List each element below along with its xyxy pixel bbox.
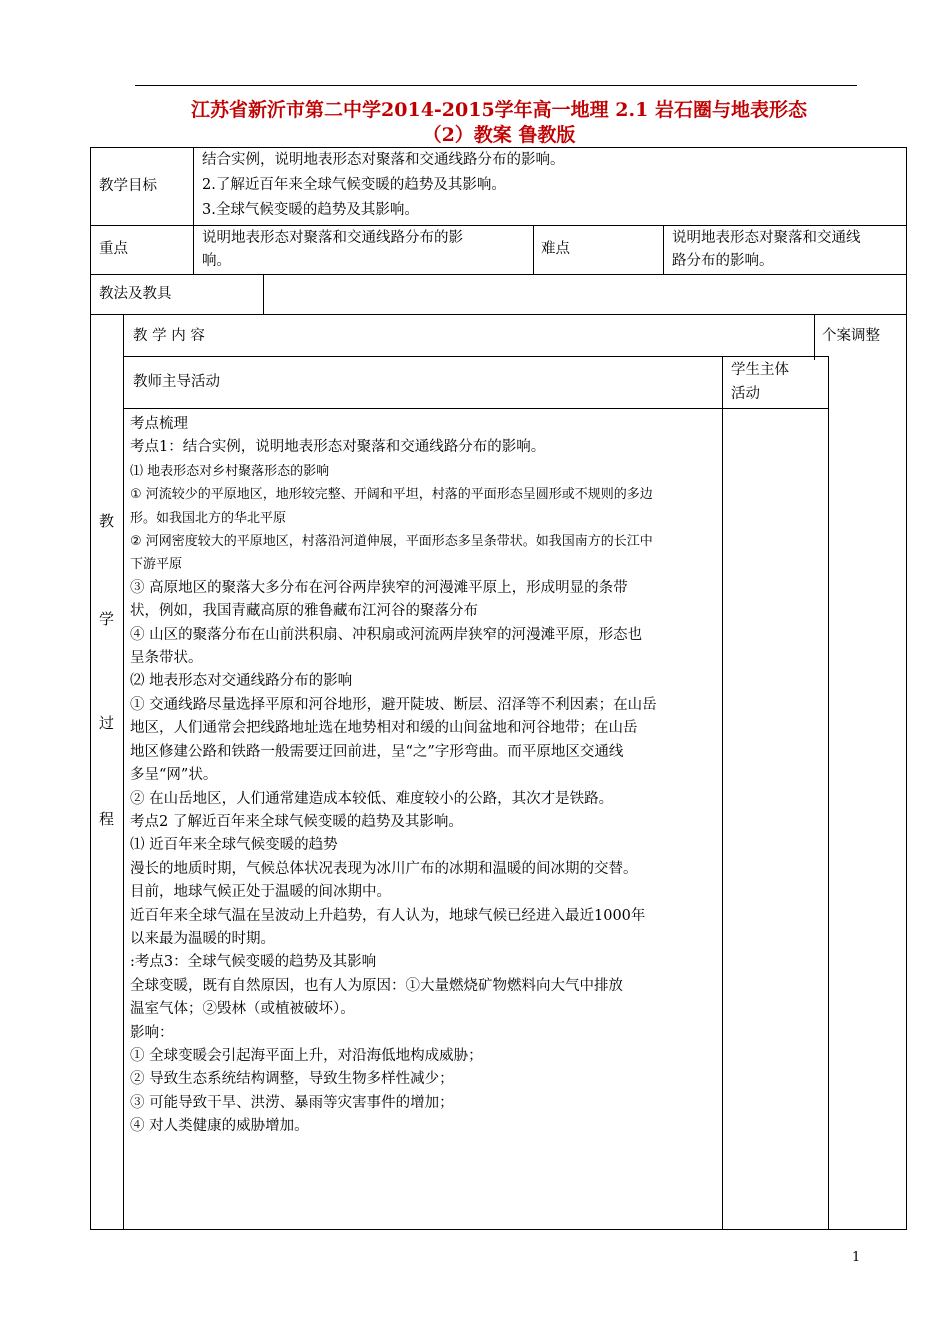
process-side-label: 程: [99, 810, 115, 828]
content-line: ⑵ 地表形态对交通线路分布的影响: [130, 673, 353, 690]
col-divider: [193, 225, 194, 274]
content-line: 温室气体；②毁林（或植被破坏）。: [130, 1001, 355, 1018]
col-divider: [828, 356, 829, 1230]
content-line: :考点3：全球气候变暖的趋势及其影响: [130, 954, 377, 971]
row-divider: [123, 356, 828, 357]
col-divider: [663, 225, 664, 274]
objectives-label: 教学目标: [99, 178, 157, 194]
content-line: ① 全球变暖会引起海平面上升，对沿海低地构成威胁；: [130, 1047, 483, 1064]
content-line: ② 在山岳地区，人们通常建造成本较低、难度较小的公路，其次才是铁路。: [130, 790, 614, 807]
content-line: ⑴ 近百年来全球气候变暖的趋势: [130, 837, 338, 854]
content-header: 教 学 内 容: [133, 328, 205, 344]
content-line: 下游平原: [130, 557, 183, 573]
content-line: 状，例如，我国青藏高原的雅鲁藏布江河谷的聚落分布: [130, 603, 478, 620]
col-divider: [533, 225, 534, 274]
col-divider: [193, 147, 194, 225]
key-point-text: 说明地表形态对聚落和交通线路分布的影: [202, 230, 463, 246]
table-border-bottom: [90, 1229, 907, 1230]
content-line: 漫长的地质时期，气候总体状况表现为冰川广布的冰期和温暖的间冰期的交替。: [130, 860, 638, 877]
difficulty-text: 说明地表形态对聚落和交通线: [672, 230, 861, 246]
col-divider: [263, 274, 264, 314]
table-border-right: [906, 147, 907, 1230]
row-divider: [90, 225, 907, 226]
content-line: 多呈“网”状。: [130, 767, 218, 784]
content-line: ④ 山区的聚落分布在山前洪积扇、冲积扇或河流两岸狭窄的河漫滩平原，形态也: [130, 626, 643, 643]
objective-item: 2.了解近百年来全球气候变暖的趋势及其影响。: [202, 177, 506, 193]
col-divider: [814, 314, 815, 360]
key-point-label: 重点: [99, 241, 128, 257]
content-line: ② 导致生态系统结构调整，导致生物多样性减少；: [130, 1071, 454, 1088]
methods-label: 教法及教具: [99, 286, 172, 302]
row-divider: [90, 274, 907, 275]
header-rule: [135, 85, 857, 86]
content-line: 地区，人们通常会把线路地址选在地势相对和缓的山间盆地和河谷地带；在山岳: [130, 720, 638, 737]
content-line: 形。如我国北方的华北平原: [130, 510, 287, 526]
content-line: ③ 高原地区的聚落大多分布在河谷两岸狭窄的河漫滩平原上，形成明显的条带: [130, 579, 628, 596]
process-side-label: 教: [99, 512, 115, 530]
content-line: 目前，地球气候正处于温暖的间冰期中。: [130, 884, 391, 901]
content-line: ④ 对人类健康的威胁增加。: [130, 1118, 309, 1135]
key-point-text: 响。: [202, 253, 231, 269]
content-line: 全球变暖，既有自然原因，也有人为原因：①大量燃烧矿物燃料向大气中排放: [130, 977, 623, 994]
content-line: ⑴ 地表形态对乡村聚落形态的影响: [130, 463, 330, 479]
row-divider: [123, 408, 828, 409]
adjust-header: 个案调整: [822, 328, 880, 344]
content-line: 地区修建公路和铁路一般需要迂回前进，呈“之”字形弯曲。而平原地区交通线: [130, 743, 624, 760]
objective-item: 结合实例，说明地表形态对聚落和交通线路分布的影响。: [202, 152, 565, 168]
teacher-activity-header: 教师主导活动: [133, 374, 220, 390]
process-side-label: 过: [99, 714, 115, 732]
lesson-content: [130, 413, 720, 1139]
content-line: ① 河流较少的平原地区，地形较完整、开阔和平坦，村落的平面形态呈圆形或不规则的多边: [130, 487, 653, 503]
content-line: 考点2 了解近百年来全球气候变暖的趋势及其影响。: [130, 813, 463, 830]
table-border-top: [90, 147, 907, 148]
student-activity-header: 活动: [731, 386, 760, 402]
content-line: 考点1：结合实例，说明地表形态对聚落和交通线路分布的影响。: [130, 439, 546, 456]
content-line: ① 交通线路尽量选择平原和河谷地形，避开陡坡、断层、沼泽等不利因素；在山岳: [130, 696, 657, 713]
content-line: 呈条带状。: [130, 650, 203, 667]
document-title-line2: （2）教案 鲁教版: [422, 124, 576, 146]
row-divider: [90, 314, 907, 315]
content-line: 近百年来全球气温在呈波动上升趋势，有人认为，地球气候已经进入最近1000年: [130, 907, 646, 924]
col-divider: [722, 356, 723, 1230]
content-line: ② 河网密度较大的平原地区，村落沿河道伸展，平面形态多呈条带状。如我国南方的长江中: [130, 534, 653, 550]
content-line: 以来最为温暖的时期。: [130, 930, 275, 947]
objective-item: 3.全球气候变暖的趋势及其影响。: [202, 202, 419, 218]
content-line: 影响：: [130, 1024, 174, 1041]
difficulty-label: 难点: [541, 241, 570, 257]
content-line: 考点梳理: [130, 416, 188, 432]
student-activity-header: 学生主体: [731, 362, 789, 378]
table-border-left: [90, 147, 91, 1230]
difficulty-text: 路分布的影响。: [672, 253, 774, 269]
content-line: ③ 可能导致干旱、洪涝、暴雨等灾害事件的增加；: [130, 1094, 454, 1111]
page-number: 1: [852, 1250, 861, 1265]
col-divider: [123, 314, 124, 1230]
process-side-label: 学: [99, 610, 115, 628]
document-title-line1: 江苏省新沂市第二中学2014-2015学年高一地理 2.1 岩石圈与地表形态: [191, 99, 807, 121]
